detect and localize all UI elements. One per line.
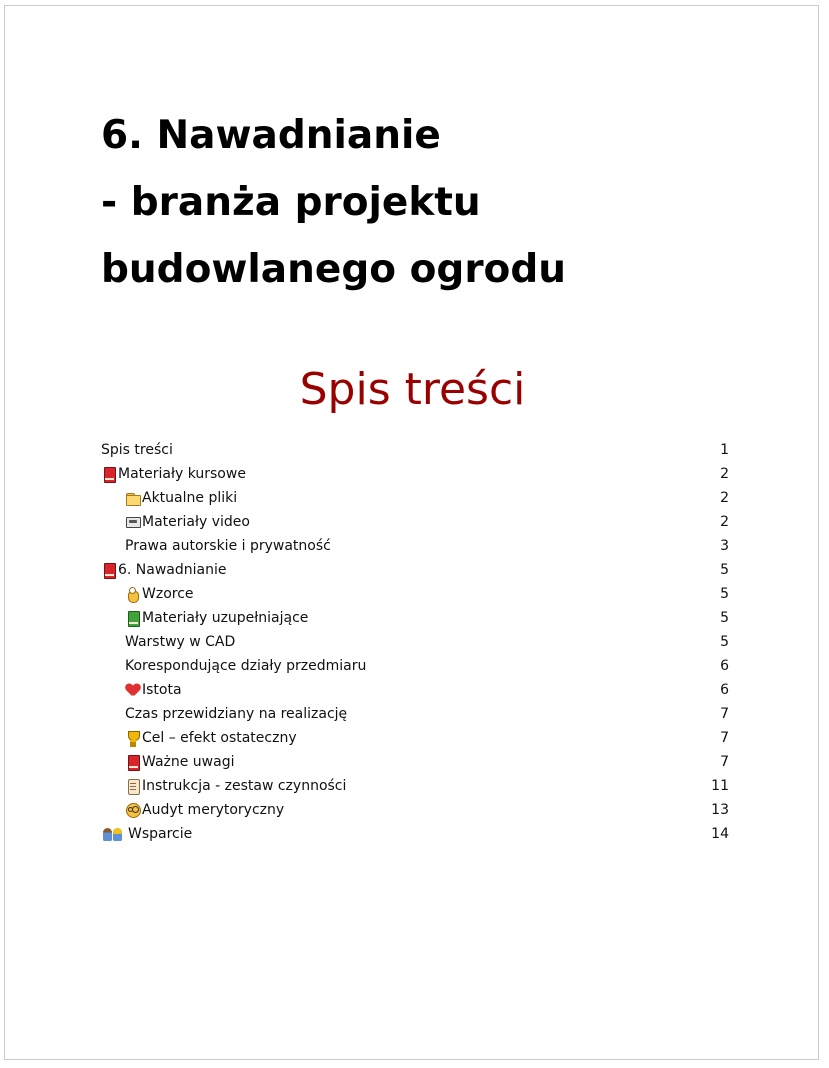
toc-entry[interactable] xyxy=(101,798,729,822)
toc-entry-page-number[interactable]: 1 xyxy=(720,442,729,458)
toc-entry-link[interactable] xyxy=(125,534,331,558)
toc-entry-label: Wsparcie xyxy=(128,826,193,842)
toc-entry-page-number[interactable]: 5 xyxy=(720,634,729,650)
toc-entry[interactable] xyxy=(101,630,729,654)
toc-entry[interactable] xyxy=(101,534,729,558)
toc-entry-label: Aktualne pliki xyxy=(142,490,238,506)
toc-entry-link[interactable] xyxy=(125,798,284,822)
toc-entry[interactable] xyxy=(101,654,729,678)
toc-entry-link[interactable] xyxy=(125,654,366,678)
toc-entry[interactable] xyxy=(101,702,729,726)
toc-entry-link[interactable] xyxy=(125,726,297,750)
toc-entry-link[interactable] xyxy=(125,510,250,534)
toc-entry-link[interactable] xyxy=(125,678,182,702)
toc-entry-page-number[interactable]: 11 xyxy=(711,778,729,794)
toc-entry-link[interactable] xyxy=(125,774,346,798)
red-book-icon xyxy=(101,466,117,482)
toc-entry-link[interactable] xyxy=(125,750,235,774)
toc-entry[interactable] xyxy=(101,510,729,534)
folder-icon xyxy=(125,490,141,506)
toc-entry-page-number[interactable]: 6 xyxy=(720,682,729,698)
toc-entry-link[interactable] xyxy=(101,558,227,582)
toc-entry-page-number[interactable]: 5 xyxy=(720,562,729,578)
document-title-line-3: budowlanego ogrodu xyxy=(101,247,567,292)
toc-entry-page-number[interactable]: 7 xyxy=(720,754,729,770)
ok-hand-icon xyxy=(125,586,141,602)
toc-entry-page-number[interactable]: 6 xyxy=(720,658,729,674)
trophy-icon xyxy=(125,730,141,746)
toc-entry-label: Materiały kursowe xyxy=(118,466,246,482)
toc-entry-label: Prawa autorskie i prywatność xyxy=(125,538,331,554)
toc-entry-label: 6. Nawadnianie xyxy=(118,562,227,578)
toc-entry[interactable] xyxy=(101,822,729,846)
document-title-line-2: - branża projektu xyxy=(101,180,481,225)
toc-entry-page-number[interactable]: 3 xyxy=(720,538,729,554)
toc-entry[interactable] xyxy=(101,726,729,750)
document-title xyxy=(101,102,761,303)
toc-entry-link[interactable] xyxy=(101,462,246,486)
toc-entry[interactable] xyxy=(101,462,729,486)
red-book-icon xyxy=(125,754,141,770)
video-cassette-icon xyxy=(125,514,141,530)
toc-entry-page-number[interactable]: 13 xyxy=(711,802,729,818)
toc-entry-label: Materiały uzupełniające xyxy=(142,610,309,626)
heart-icon xyxy=(125,682,141,698)
toc-entry-label: Audyt merytoryczny xyxy=(142,802,285,818)
toc-entry-link[interactable] xyxy=(125,582,194,606)
toc-entry-label: Warstwy w CAD xyxy=(125,634,236,650)
people-icon xyxy=(101,826,127,842)
nerd-face-icon xyxy=(125,802,141,818)
toc-entry-link[interactable] xyxy=(125,606,308,630)
toc-entry-label: Ważne uwagi xyxy=(142,754,235,770)
toc-entry-page-number[interactable]: 2 xyxy=(720,490,729,506)
toc-entry-label: Cel – efekt ostateczny xyxy=(142,730,297,746)
toc-entry[interactable] xyxy=(101,606,729,630)
toc-entry[interactable] xyxy=(101,486,729,510)
toc-entry-link[interactable] xyxy=(125,630,235,654)
toc-entry-label: Wzorce xyxy=(142,586,194,602)
toc-entry-label: Czas przewidziany na realizację xyxy=(125,706,348,722)
toc-entry-label: Korespondujące działy przedmiaru xyxy=(125,658,367,674)
toc-entry-page-number[interactable]: 5 xyxy=(720,610,729,626)
toc-entry-link[interactable] xyxy=(101,822,192,846)
toc-entry-page-number[interactable]: 7 xyxy=(720,730,729,746)
green-book-icon xyxy=(125,610,141,626)
toc-entry-page-number[interactable]: 14 xyxy=(711,826,729,842)
toc-entry-page-number[interactable]: 5 xyxy=(720,586,729,602)
toc-entry[interactable] xyxy=(101,582,729,606)
document-title-line-1: 6. Nawadnianie xyxy=(101,113,441,158)
toc-entry-page-number[interactable]: 7 xyxy=(720,706,729,722)
red-book-icon xyxy=(101,562,117,578)
table-of-contents xyxy=(101,438,729,846)
toc-heading: Spis treści xyxy=(299,364,526,415)
toc-entry-label: Istota xyxy=(142,682,182,698)
toc-entry[interactable] xyxy=(101,750,729,774)
toc-entry[interactable] xyxy=(101,558,729,582)
toc-entry-page-number[interactable]: 2 xyxy=(720,466,729,482)
toc-entry[interactable] xyxy=(101,774,729,798)
toc-entry-label: Spis treści xyxy=(101,442,173,458)
toc-entry[interactable] xyxy=(101,438,729,462)
toc-entry-label: Instrukcja - zestaw czynności xyxy=(142,778,347,794)
toc-entry[interactable] xyxy=(101,678,729,702)
toc-entry-link[interactable] xyxy=(101,438,173,462)
scroll-icon xyxy=(125,778,141,794)
toc-entry-page-number[interactable]: 2 xyxy=(720,514,729,530)
document-page xyxy=(4,5,819,1060)
toc-entry-label: Materiały video xyxy=(142,514,250,530)
toc-entry-link[interactable] xyxy=(125,702,347,726)
toc-entry-link[interactable] xyxy=(125,486,237,510)
